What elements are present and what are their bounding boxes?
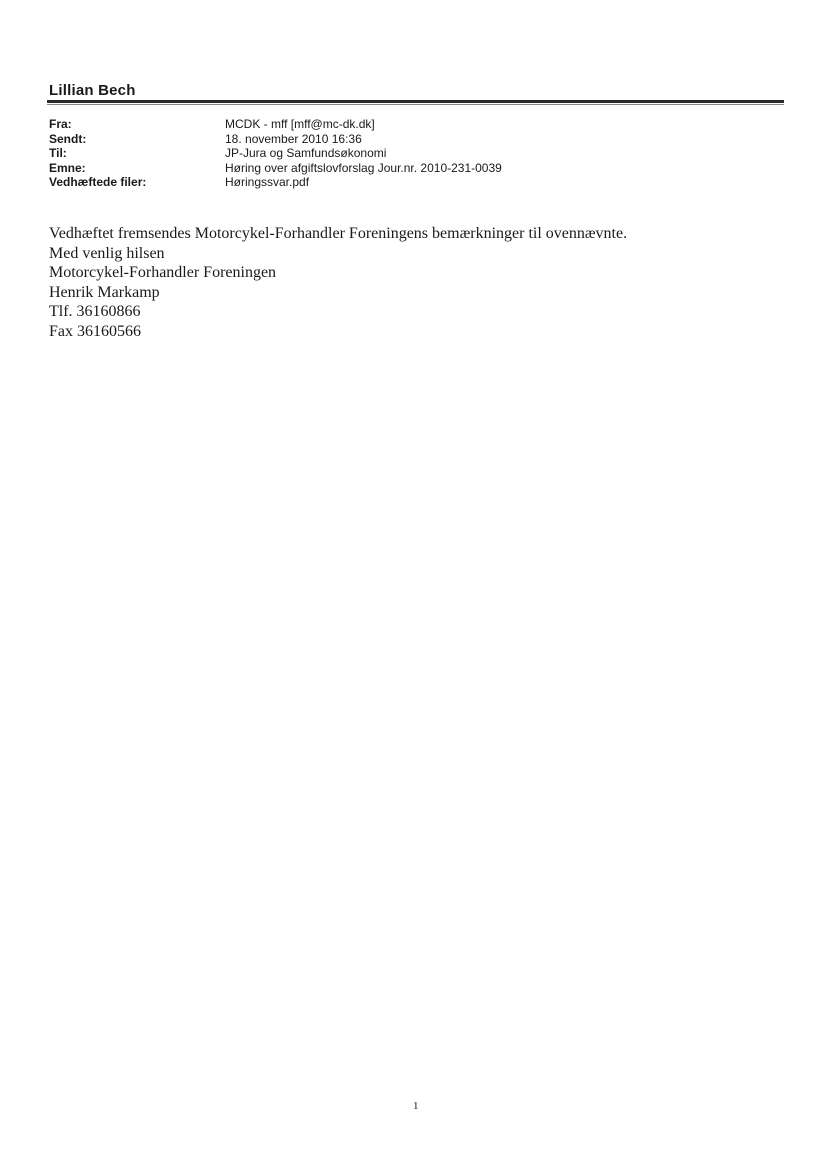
body-line-greeting: Med venlig hilsen (49, 244, 165, 262)
body-line-phone: Tlf. 36160866 (49, 303, 141, 320)
sent-value: 18. november 2010 16:36 (225, 131, 362, 146)
to-value: JP-Jura og Samfundsøkonomi (225, 146, 387, 160)
from-value: MCDK - mff [mff@mc-dk.dk] (225, 117, 375, 131)
body-line-signer: Henrik Markamp (49, 283, 160, 301)
sent-row (49, 132, 502, 147)
body-line-fax: Fax 36160566 (49, 322, 141, 340)
page-number: 1 (413, 1100, 419, 1112)
attachments-label: Vedhæftede filer: (49, 175, 147, 189)
attachments-value: Høringssvar.pdf (225, 175, 310, 189)
sent-label: Sendt: (49, 131, 87, 146)
subject-label: Emne: (49, 160, 86, 175)
subject-value: Høring over afgiftslovforslag Jour.nr. 2010-231-0039 (225, 160, 502, 175)
body-line-intro: Vedhæftet fremsendes Motorcykel-Forhandler Foreningens bemærkninger til ovennævnte. (49, 225, 628, 242)
to-label: Til: (49, 146, 67, 160)
from-row (49, 117, 502, 132)
subject-row (49, 161, 502, 176)
email-header-fields (49, 117, 502, 190)
header-divider-thin (47, 104, 784, 105)
sender-name: Lillian Bech (49, 82, 136, 99)
from-label: Fra: (49, 117, 72, 131)
body-line-organization: Motorcykel-Forhandler Foreningen (49, 264, 277, 281)
header-divider (47, 100, 784, 103)
attachments-row (49, 175, 502, 190)
email-body (49, 224, 627, 341)
to-row (49, 146, 502, 161)
